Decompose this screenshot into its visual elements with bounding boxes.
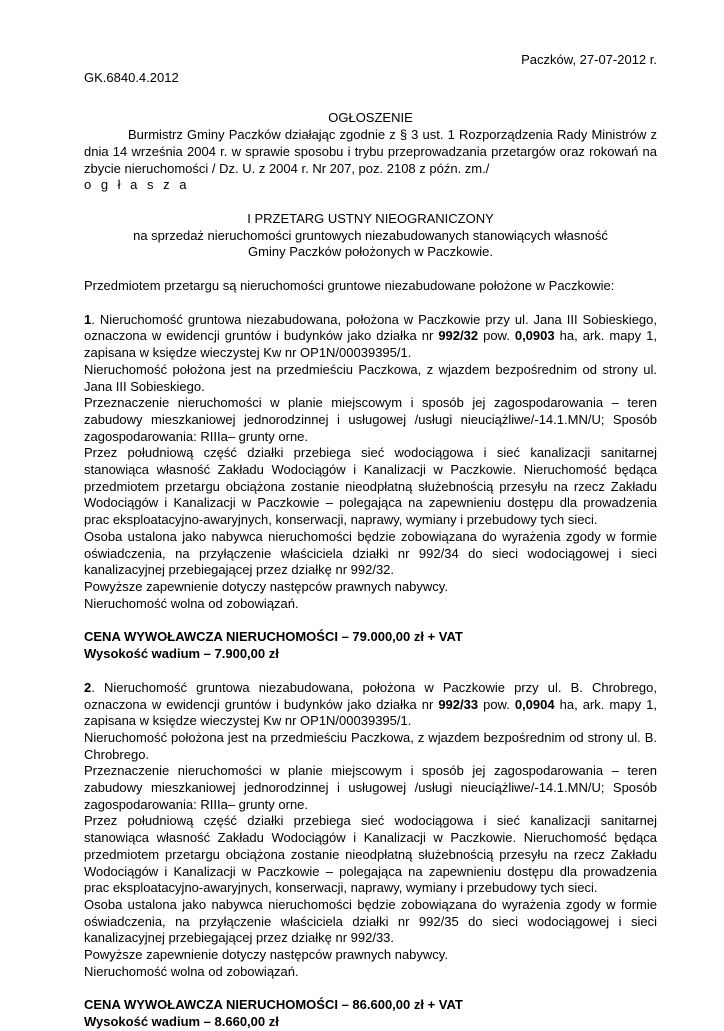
tender-title: I PRZETARG USTNY NIEOGRANICZONY <box>247 210 494 226</box>
item-price: CENA WYWOŁAWCZA NIERUCHOMOŚCI – 79.000,00 zł + VAT <box>84 629 463 645</box>
item-consent: Osoba ustalona jako nabywca nieruchomości będzie zobowiązana do wyrażenia zgody w formie oświadczenia, na przyłączenie właściciela działki nr 992/35 do sieci wodociągowej i sieci kanalizacyjnej przebiegającej przez działkę nr 992/33. <box>84 896 657 946</box>
parcel-area: 0,0904 <box>514 696 555 712</box>
item-consent: Osoba ustalona jako nabywca nieruchomości będzie zobowiązana do wyrażenia zgody w formie oświadczenia, na przyłączenie właściciela działki nr 992/34 do sieci wodociągowej i sieci kanalizacyjnej przebiegającej przez działkę nr 992/32. <box>84 528 657 578</box>
item-successors: Powyższe zapewnienie dotyczy następców prawnych nabywcy. <box>84 578 448 594</box>
intro-paragraph: Burmistrz Gminy Paczków działając zgodnie z § 3 ust. 1 Rozporządzenia Rady Ministrów z dnia 14 września 2004 r. w sprawie sposobu i trybu przeprowadzania przetargów oraz rokowań na zbycie nieruchomości / Dz. U. z 2004 r. Nr 207, poz. 2108 z późn. zm./ <box>84 127 657 176</box>
parcel-area: 0,0903 <box>514 328 555 344</box>
parcel-number: 992/32 <box>438 328 479 344</box>
parcel-number: 992/33 <box>438 696 479 712</box>
item-price: CENA WYWOŁAWCZA NIERUCHOMOŚCI – 86.600,00 zł + VAT <box>84 997 463 1013</box>
property-item-2 <box>84 680 657 1031</box>
item-deposit: Wysokość wadium – 8.660,00 zł <box>84 1014 279 1030</box>
item-purpose: Przeznaczenie nieruchomości w planie miejscowym i sposób jej zagospodarowania – teren zabudowy mieszkaniowej jednorodzinnej i usługowej /usługi nieuciążliwe/-14.1.MN/U; Sposób zagospodarowania: RIIIa– grunty orne. <box>84 395 657 444</box>
item-number: 1 <box>84 311 92 327</box>
tender-subtitle-line1: na sprzedaż nieruchomości gruntowych niezabudowanych stanowiących własność <box>133 227 608 243</box>
item-location: Nieruchomość położona jest na przedmieściu Paczkowa, z wjazdem bezpośrednim od strony ul. B. Chrobrego. <box>84 729 657 762</box>
tender-subject: Przedmiotem przetargu są nieruchomości gruntowe niezabudowane położone w Paczkowie: <box>84 278 615 294</box>
item-utilities: Przez południową część działki przebiega sieć wodociągowa i sieć kanalizacji sanitarnej stanowiąca własność Zakładu Wodociągów i Kanalizacji w Paczkowie. Nieruchomość będąca przedmiotem przetargu obciążona zostanie nieodpłatną służebnością przesyłu na rzecz Zakładu Wodociągów i Kanalizacji w Paczkowie – polegająca na zapewnieniu dostępu dla prowadzenia prac eksploatacyjno-awaryjnych, konserwacji, naprawy, wymiany i przebudowy tych sieci. <box>84 445 657 528</box>
item-description: 1. Nieruchomość gruntowa niezabudowana, położona w Paczkowie przy ul. Jana III Sobieskiego, oznaczona w ewidencji gruntów i budynków jako działka nr 992/32 pow. 0,0903 ha, ark. mapy 1, zapisana w księdze wieczystej Kw nr OP1N/00039395/1. <box>84 311 657 361</box>
item-deposit: Wysokość wadium – 7.900,00 zł <box>84 646 279 662</box>
item-purpose: Przeznaczenie nieruchomości w planie miejscowym i sposób jej zagospodarowania – teren zabudowy mieszkaniowej jednorodzinnej i usługowej /usługi nieuciążliwe/-14.1.MN/U; Sposób zagospodarowania: RIIIa– grunty orne. <box>84 763 657 812</box>
document-title: OGŁOSZENIE <box>328 110 413 126</box>
item-obligations: Nieruchomość wolna od zobowiązań. <box>84 595 299 611</box>
reference-number: GK.6840.4.2012 <box>84 69 179 85</box>
item-number: 2 <box>84 679 92 695</box>
item-description: 2. Nieruchomość gruntowa niezabudowana, położona w Paczkowie przy ul. B. Chrobrego, oznaczona w ewidencji gruntów i budynków jako działka nr 992/33 pow. 0,0904 ha, ark. mapy 1, zapisana w księdze wieczystej Kw nr OP1N/00039395/1. <box>84 679 657 729</box>
item-obligations: Nieruchomość wolna od zobowiązań. <box>84 963 299 979</box>
tender-subtitle-line2: Gminy Paczków położonych w Paczkowie. <box>248 244 493 260</box>
item-location: Nieruchomość położona jest na przedmieściu Paczkowa, z wjazdem bezpośrednim od strony ul. Jana III Sobieskiego. <box>84 361 657 394</box>
property-item-1 <box>84 312 657 663</box>
place-date: Paczków, 27-07-2012 r. <box>521 52 657 67</box>
item-utilities: Przez południową część działki przebiega sieć wodociągowa i sieć kanalizacji sanitarnej stanowiąca własność Zakładu Wodociągów i Kanalizacji w Paczkowie. Nieruchomość będąca przedmiotem przetargu obciążona zostanie nieodpłatną służebnością przesyłu na rzecz Zakładu Wodociągów i Kanalizacji w Paczkowie – polegająca na zapewnieniu dostępu dla prowadzenia prac eksploatacyjno-awaryjnych, konserwacji, naprawy, wymiany i przebudowy tych sieci. <box>84 813 657 896</box>
document-page <box>84 52 657 1031</box>
announces-word: o g ł a s z a <box>84 177 190 193</box>
item-successors: Powyższe zapewnienie dotyczy następców prawnych nabywcy. <box>84 947 448 963</box>
